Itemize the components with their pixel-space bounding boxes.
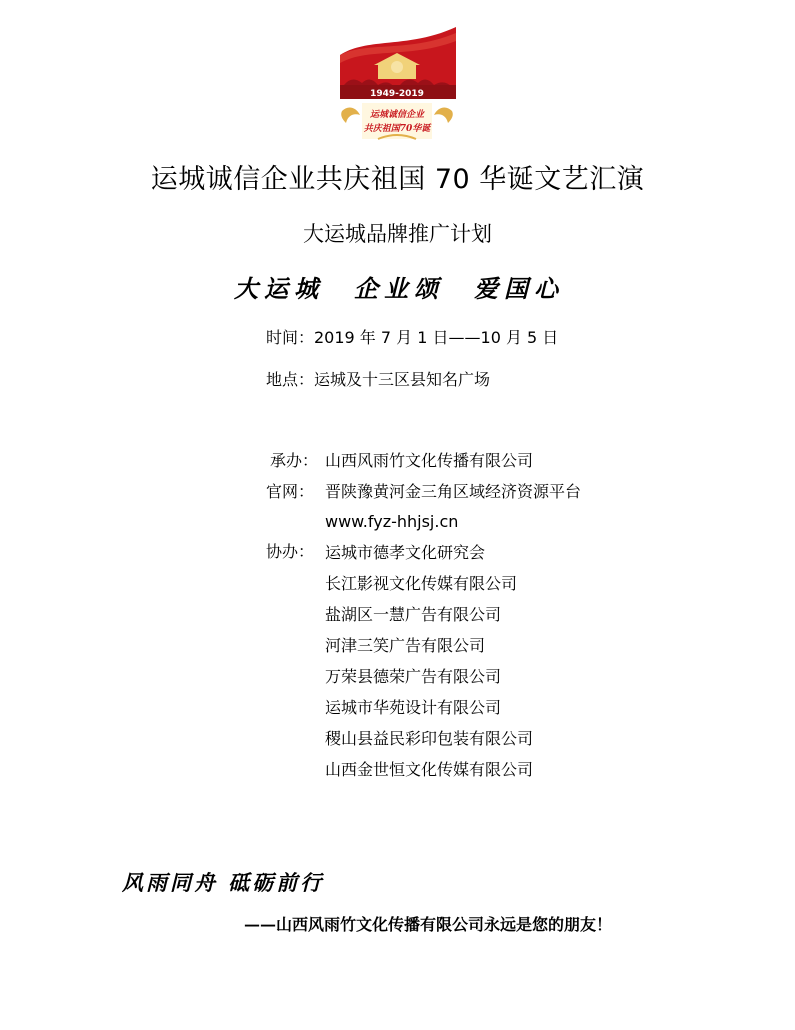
event-location: 地点：运城及十三区县知名广场 [266, 370, 491, 389]
slogan-part: 爱国心 [474, 273, 564, 303]
list-item: 盐湖区一慧广告有限公司 [325, 605, 502, 624]
list-item: 稷山县益民彩印包装有限公司 [325, 729, 534, 748]
organizer-name: 山西风雨竹文化传播有限公司 [325, 451, 534, 470]
list-item: 运城市华苑设计有限公司 [325, 698, 502, 717]
page-title: 运城诚信企业共庆祖国 70 华诞文艺汇演 [150, 164, 645, 195]
svg-text:运城诚信企业: 运城诚信企业 [369, 110, 425, 120]
list-item: 长江影视文化传媒有限公司 [325, 574, 518, 593]
page-subtitle: 大运城品牌推广计划 [303, 222, 492, 246]
footer-signature: ——山西风雨竹文化传播有限公司永远是您的朋友！ [244, 915, 613, 934]
footer-motto: 风雨同舟 砥砺前行 [122, 870, 325, 895]
logo-emblem-icon [338, 27, 456, 144]
website-url-row [325, 511, 458, 533]
anniversary-logo [338, 27, 456, 144]
co-organizers-label: 协办： [266, 542, 315, 561]
slogan-part: 大运城 [234, 273, 324, 303]
svg-text:共庆祖国70华诞: 共庆祖国70华诞 [363, 124, 431, 134]
slogan-part: 企业颂 [354, 273, 444, 303]
list-item: 万荣县德荣广告有限公司 [325, 667, 502, 686]
event-time: 时间：2019 年 7 月 1 日——10 月 5 日 [266, 328, 559, 347]
website-label: 官网： [266, 482, 315, 501]
svg-text:1949-2019: 1949-2019 [370, 89, 424, 99]
co-organizers-list [325, 541, 533, 785]
organizer-row [270, 450, 533, 472]
website-name: 晋陕豫黄河金三角区域经济资源平台 [325, 482, 582, 501]
co-organizers [266, 541, 533, 785]
list-item: 山西金世恒文化传媒有限公司 [325, 760, 534, 779]
organizer-label: 承办： [270, 451, 319, 470]
list-item: 河津三笑广告有限公司 [325, 636, 486, 655]
slogan [234, 266, 574, 306]
list-item: 运城市德孝文化研究会 [325, 543, 486, 562]
website-url-link[interactable]: www.fyz-hhjsj.cn [325, 512, 459, 531]
website-row [266, 481, 581, 503]
